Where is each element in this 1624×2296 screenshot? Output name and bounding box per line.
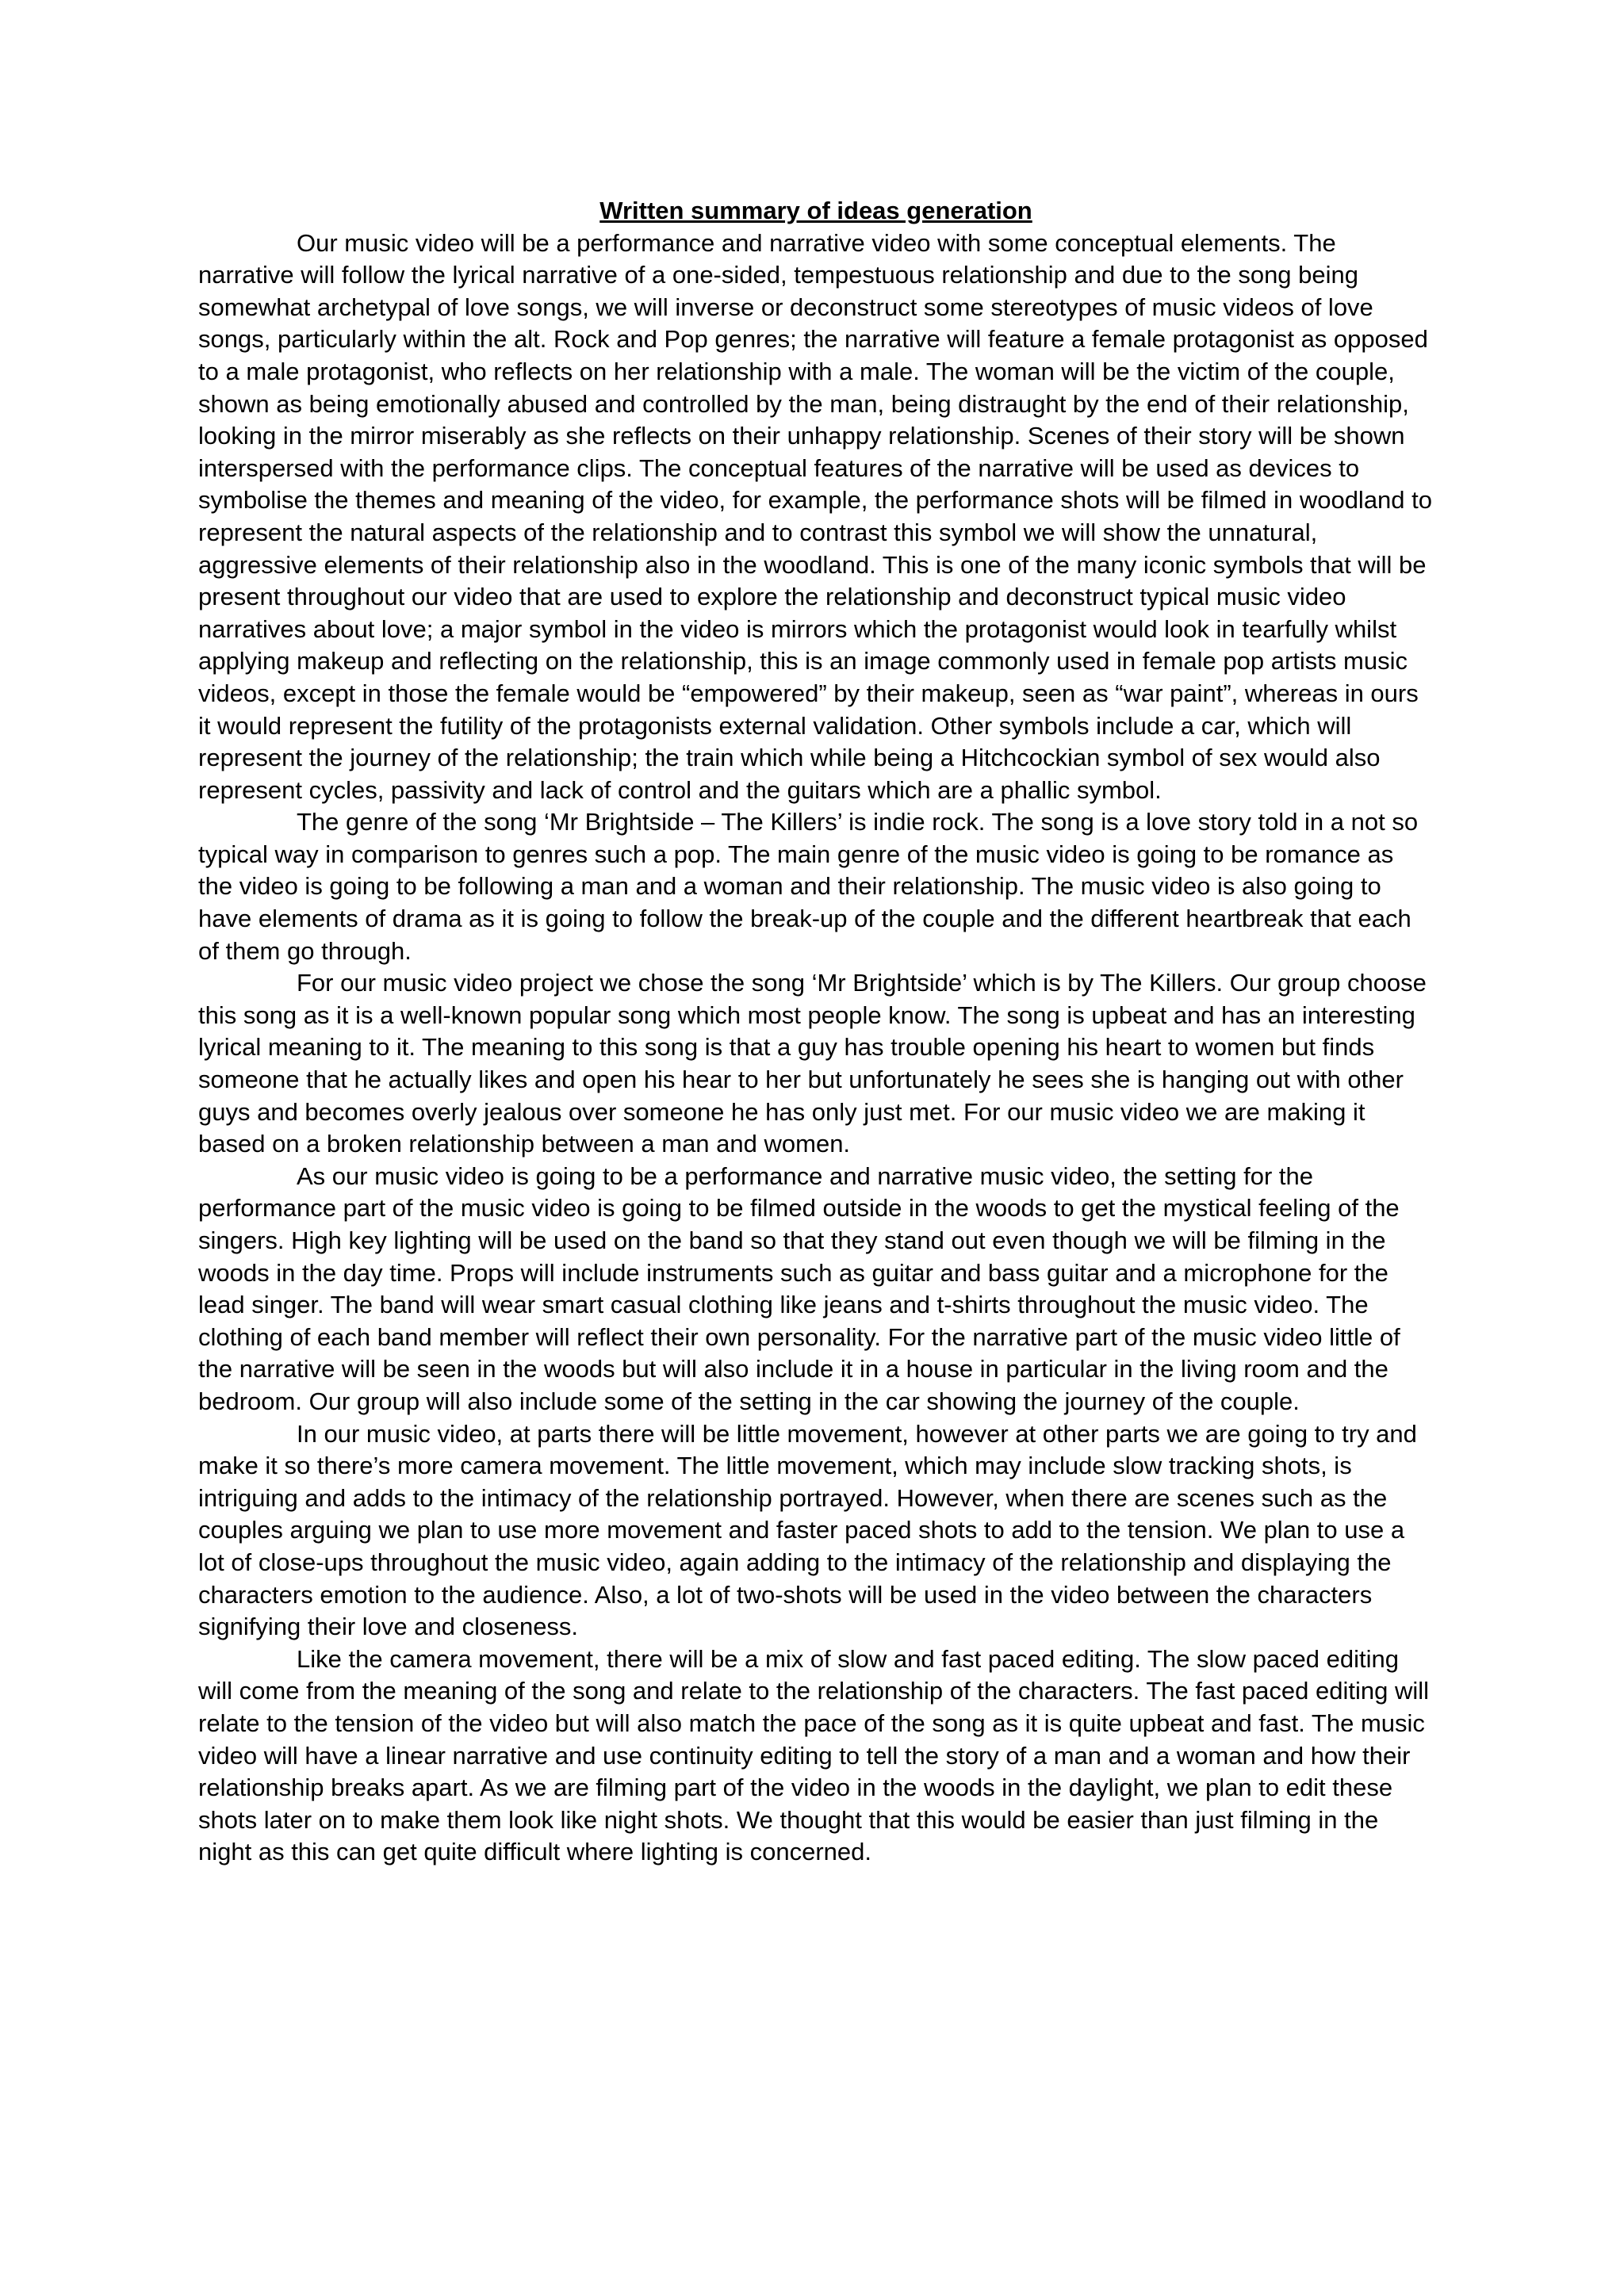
paragraph-genre: The genre of the song ‘Mr Brightside – The Killers’ is indie rock. The song is a love story told in a not so typical way in comparison to genres such a pop. The main genre of the music video is going to be romance as the video is going to be following a man and a woman and their relationship. The music video is also going to have elements of drama as it is going to follow the break-up of the couple and the different heartbreak that each of them go through.: [198, 808, 1419, 965]
paragraph-concept: Our music video will be a performance and narrative video with some conceptual elements. The narrative will follow the lyrical narrative of a one-sided, tempestuous relationship and due to the song being somewhat archetypal of love songs, we will inverse or deconstruct some stereotypes of music videos of love songs, particularly within the alt. Rock and Pop genres; the narrative will feature a female protagonist as opposed to a male protagonist, who reflects on her relationship with a male. The woman will be the victim of the couple, shown as being emotionally abused and controlled by the man, being distraught by the end of their relationship, looking in the mirror miserably as she reflects on their unhappy relationship. Scenes of their story will be shown interspersed with the performance clips. The conceptual features of the narrative will be used as devices to symbolise the themes and meaning of the video, for example, the performance shots will be filmed in woodland to represent the natural aspects of the relationship and to contrast this symbol we will show the unnatural, aggressive elements of their relationship also in the woodland. This is one of the many iconic symbols that will be present throughout our video that are used to explore the relationship and deconstruct typical music video narratives about love; a major symbol in the video is mirrors which the protagonist would look in tearfully whilst applying makeup and reflecting on the relationship, this is an image commonly used in female pop artists music videos, except in those the female would be “empowered” by their makeup, seen as “war paint”, whereas in ours it would represent the futility of the protagonists external validation. Other symbols include a car, which will represent the journey of the relationship; the train which while being a Hitchcockian symbol of sex would also represent cycles, passivity and lack of control and the guitars which are a phallic symbol.: [198, 228, 1433, 804]
document-body: [198, 195, 1434, 1869]
document-title: Written summary of ideas generation: [599, 197, 1032, 224]
paragraph-song-choice: For our music video project we chose the song ‘Mr Brightside’ which is by The Killers. Our group choose this song as it is a well-known popular song which most people know. The song is upbeat and has an interesting lyrical meaning to it. The meaning to this song is that a guy has trouble opening his heart to women but finds someone that he actually likes and open his hear to her but unfortunately he sees she is hanging out with other guys and becomes overly jealous over someone he has only just met. For our music video we are making it based on a broken relationship between a man and women.: [198, 969, 1427, 1158]
paragraph-editing: Like the camera movement, there will be a mix of slow and fast paced editing. The slow paced editing will come from the meaning of the song and relate to the relationship of the characters. The fast paced editing will relate to the tension of the video but will also match the pace of the song as it is quite upbeat and fast. The music video will have a linear narrative and use continuity editing to tell the story of a man and a woman and how their relationship breaks apart. As we are filming part of the video in the woods in the daylight, we plan to edit these shots later on to make them look like night shots. We thought that this would be easier than just filming in the night as this can get quite difficult where lighting is concerned.: [198, 1644, 1430, 1866]
paragraph-camera-movement: In our music video, at parts there will be little movement, however at other parts we are going to try and make it so there’s more camera movement. The little movement, which may include slow tracking shots, is intriguing and adds to the intimacy of the relationship portrayed. However, when there are scenes such as the couples arguing we plan to use more movement and faster paced shots to add to the tension. We plan to use a lot of close-ups throughout the music video, again adding to the intimacy of the relationship and displaying the characters emotion to the audience. Also, a lot of two-shots will be used in the video between the characters signifying their love and closeness.: [198, 1419, 1417, 1641]
paragraph-setting: As our music video is going to be a performance and narrative music video, the setting for the performance part of the music video is going to be filmed outside in the woods to get the mystical feeling of the singers. High key lighting will be used on the band so that they stand out even though we will be filming in the woods in the day time. Props will include instruments such as guitar and bass guitar and a microphone for the lead singer. The band will wear smart casual clothing like jeans and t-shirts throughout the music video. The clothing of each band member will reflect their own personality. For the narrative part of the music video little of the narrative will be seen in the woods but will also include it in a house in particular in the living room and the bedroom. Our group will also include some of the setting in the car showing the journey of the couple.: [198, 1161, 1400, 1415]
